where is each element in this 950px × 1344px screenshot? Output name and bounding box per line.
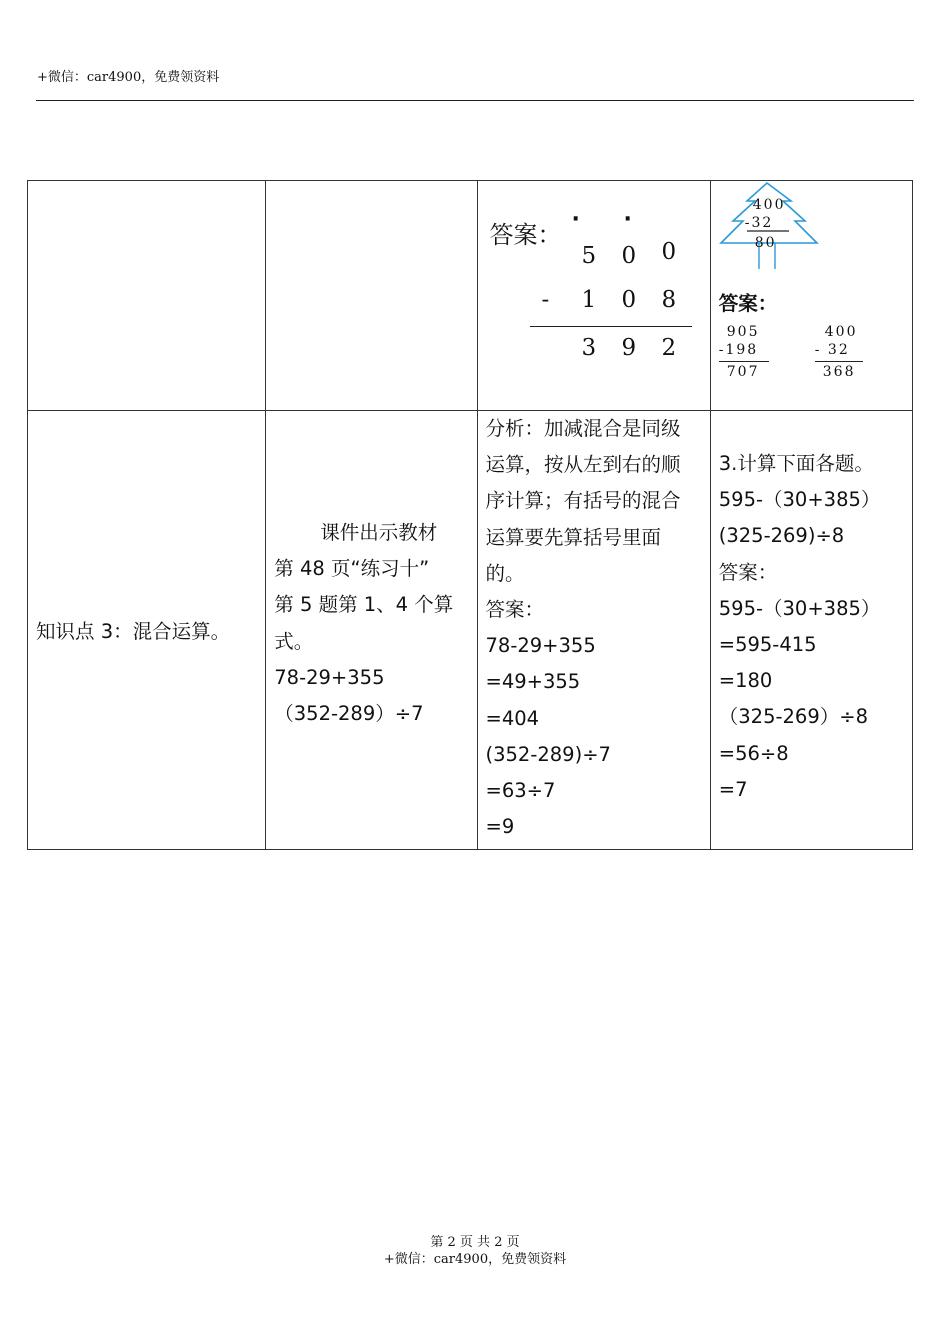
calc1-top: 905 xyxy=(726,324,760,340)
text-line: 595-（30+385） xyxy=(718,596,881,620)
text-line: =56÷8 xyxy=(718,741,789,765)
text-line: =7 xyxy=(718,777,748,801)
calc1-line xyxy=(719,361,769,362)
footer-text: +微信：car4900，免费领资料 xyxy=(383,1252,567,1267)
calc2-result: 368 xyxy=(822,364,856,380)
text-line: 3.计算下面各题。 xyxy=(718,452,874,475)
text-line: =595-415 xyxy=(718,633,817,657)
table-row xyxy=(28,181,913,411)
tree-mid-number: -32 xyxy=(744,215,774,231)
table-row xyxy=(28,411,913,850)
text-line: (325-269)÷8 xyxy=(718,524,845,548)
text-line: 78-29+355 xyxy=(485,634,596,658)
text-line: 第 5 题第 1、4 个算 xyxy=(274,593,454,617)
text-line: 序计算；有括号的混合 xyxy=(485,489,681,513)
text-line: (352-289)÷7 xyxy=(485,742,611,766)
header-divider xyxy=(36,100,914,101)
answer-label: 答案： xyxy=(718,292,778,315)
text-line: =404 xyxy=(485,706,540,730)
text-line: 答案： xyxy=(718,560,778,584)
text-line: 分析：加减混合是同级 xyxy=(485,417,681,440)
page-number: 第 2 页 共 2 页 xyxy=(430,1235,520,1250)
analysis-cell xyxy=(477,411,710,850)
borrow-dot: · xyxy=(623,207,632,232)
courseware-cell xyxy=(266,411,477,850)
text-line: 的。 xyxy=(485,561,525,585)
calc2-mid: - 32 xyxy=(814,342,850,358)
subtrahend-digit: 1 xyxy=(581,287,597,313)
knowledge-point-text: 知识点 3：混合运算。 xyxy=(36,620,231,643)
text-line: =9 xyxy=(485,815,515,839)
calc2-line xyxy=(815,361,863,362)
text-line: 答案： xyxy=(485,598,545,622)
result-digit: 9 xyxy=(621,335,637,361)
text-line: （325-269）÷8 xyxy=(718,705,868,729)
text-line: 78-29+355 xyxy=(274,665,385,689)
empty-cell xyxy=(266,181,477,411)
text-line: 课件出示教材 xyxy=(320,521,438,544)
text-line: （352-289）÷7 xyxy=(274,702,424,726)
minuend-digit: 0 xyxy=(661,239,677,265)
subtrahend-digit: 8 xyxy=(661,287,677,313)
tree-top-number: 400 xyxy=(752,197,786,213)
text-line: 运算，按从左到右的顺 xyxy=(485,453,681,477)
result-line xyxy=(530,326,692,327)
result-digit: 2 xyxy=(661,335,677,361)
text-line: 第 48 页“练习十” xyxy=(274,557,430,581)
text-line: =49+355 xyxy=(485,670,581,694)
minuend-digit: 0 xyxy=(621,243,637,269)
answer-label: 答案： xyxy=(489,221,562,249)
calc1-result: 707 xyxy=(726,364,760,380)
header-text: +微信：car4900，免费领资料 xyxy=(37,70,220,85)
text-line: 式。 xyxy=(274,629,314,653)
text-line: 运算要先算括号里面 xyxy=(485,525,662,549)
text-line: 595-（30+385） xyxy=(718,488,881,512)
calc2-top: 400 xyxy=(824,324,858,340)
subtrahend-digit: 0 xyxy=(621,287,637,313)
tree-bottom-number: 80 xyxy=(754,235,777,251)
tree-answer-cell xyxy=(710,181,912,411)
exercise-cell xyxy=(710,411,912,850)
calc1-mid: -198 xyxy=(718,342,759,358)
empty-cell xyxy=(28,181,266,411)
subtraction-answer-cell xyxy=(477,181,710,411)
knowledge-point-cell xyxy=(28,411,266,850)
text-line: =63÷7 xyxy=(485,779,556,803)
text-line: =180 xyxy=(718,669,773,693)
tree-outline-icon xyxy=(721,183,817,243)
minuend-digit: 5 xyxy=(581,243,597,269)
lesson-table xyxy=(27,180,913,850)
result-digit: 3 xyxy=(581,335,597,361)
borrow-dot: · xyxy=(571,207,580,232)
minus-sign: - xyxy=(541,287,550,313)
